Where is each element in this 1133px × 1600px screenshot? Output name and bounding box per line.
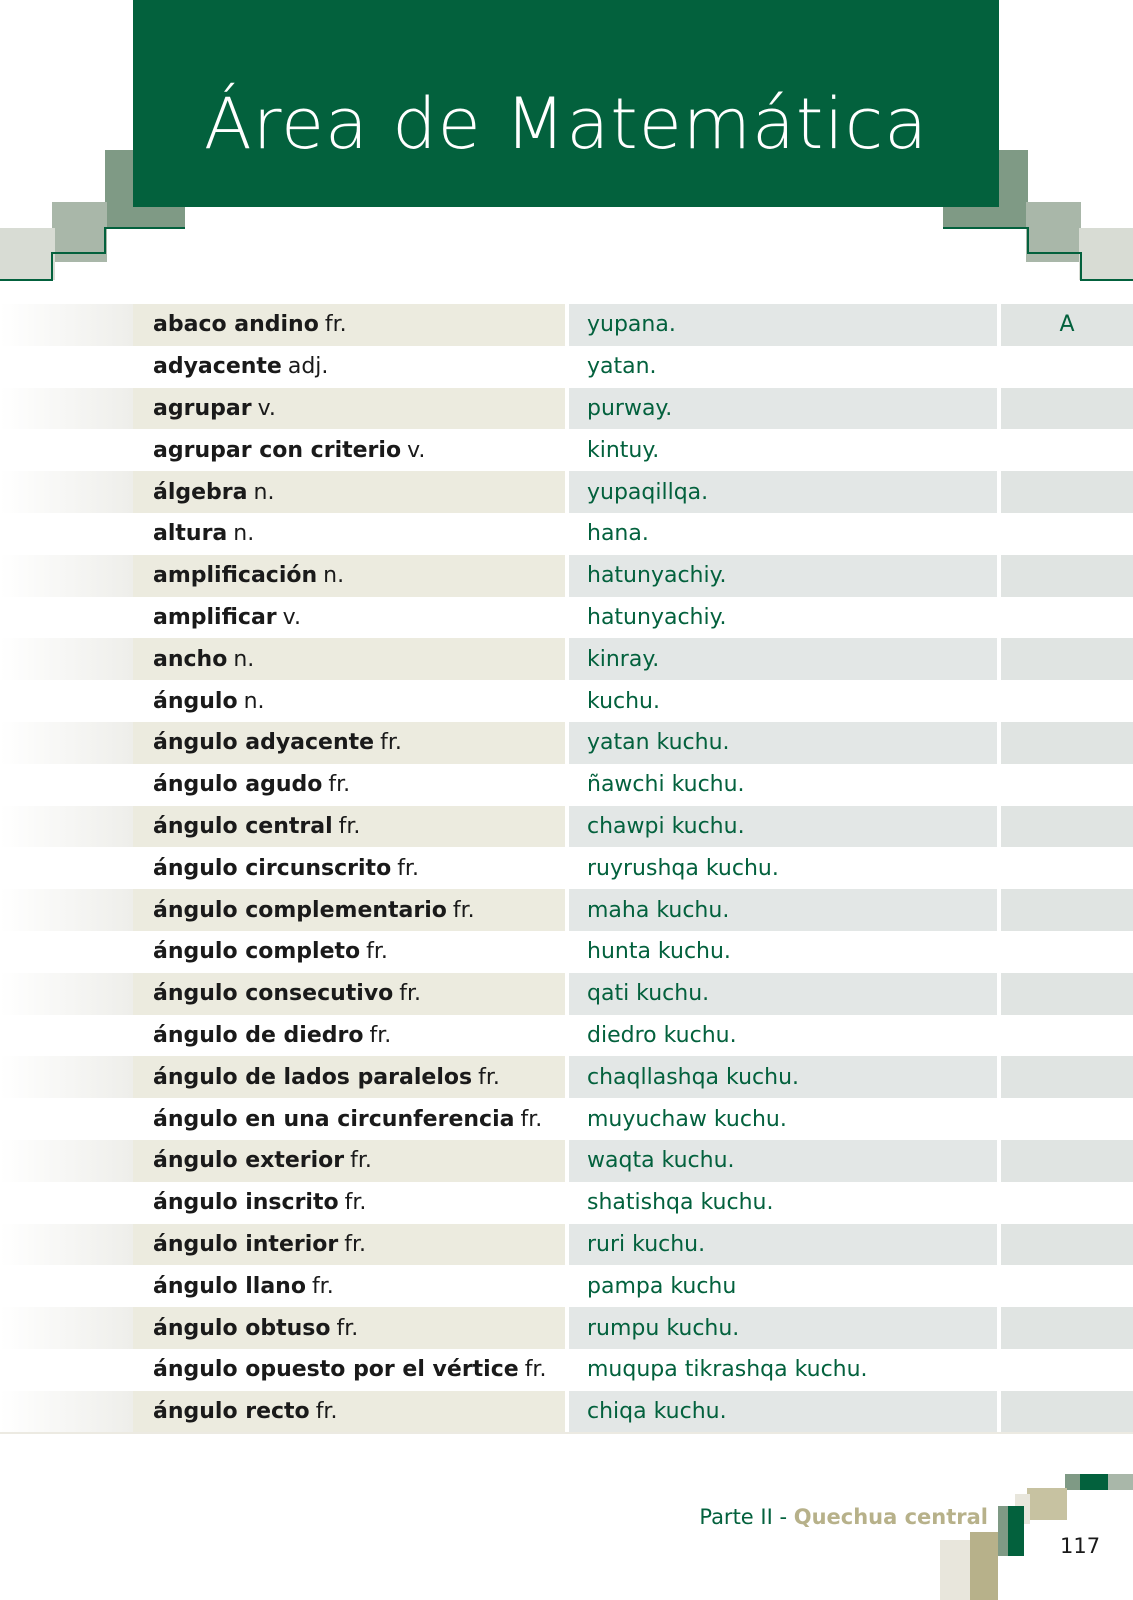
quechua-translation: hana.: [587, 521, 649, 547]
table-row: [0, 931, 1133, 973]
quechua-translation: chaqllashqa kuchu.: [569, 1056, 997, 1098]
grammatical-category: fr.: [369, 1022, 392, 1048]
table-row: [0, 1391, 1133, 1433]
table-row: [0, 1307, 1133, 1349]
letter-index-cell: [1001, 1224, 1133, 1266]
quechua-translation: ruri kuchu.: [569, 1224, 997, 1266]
spanish-term: ángulo completo: [153, 939, 361, 965]
quechua-translation: diedro kuchu.: [587, 1022, 737, 1048]
term-cell: [133, 847, 565, 889]
spanish-term: ángulo consecutivo: [153, 981, 394, 1007]
quechua-translation: kintuy.: [587, 437, 660, 463]
spanish-term: ángulo adyacente: [153, 730, 375, 756]
letter-index-cell: [1001, 513, 1133, 555]
table-row: [0, 889, 1133, 931]
term-cell: [133, 1015, 565, 1057]
quechua-translation: maha kuchu.: [569, 889, 997, 931]
row-margin: [0, 1098, 133, 1140]
table-row: [0, 847, 1133, 889]
quechua-translation: waqta kuchu.: [569, 1140, 997, 1182]
letter-index-cell: [1001, 1098, 1133, 1140]
letter-index-cell: [1001, 388, 1133, 430]
table-row: [0, 806, 1133, 848]
spanish-term: ángulo circunscrito: [153, 855, 392, 881]
quechua-translation: hunta kuchu.: [587, 939, 731, 965]
letter-index-cell: [1001, 1015, 1133, 1057]
table-row: [0, 429, 1133, 471]
grammatical-category: fr.: [344, 1190, 367, 1216]
header-banner: [133, 0, 999, 207]
footer-language-label: Quechua central: [793, 1505, 988, 1529]
table-row: [0, 555, 1133, 597]
row-margin: [0, 597, 133, 639]
grammatical-category: fr.: [520, 1106, 543, 1132]
grammatical-category: fr.: [338, 813, 361, 839]
term-cell: [133, 680, 565, 722]
grammatical-category: fr.: [344, 1231, 366, 1257]
table-row: [0, 638, 1133, 680]
quechua-translation: shatishqa kuchu.: [587, 1190, 774, 1216]
quechua-translation: pampa kuchu: [587, 1273, 737, 1299]
row-margin: [0, 1265, 133, 1307]
table-row: [0, 680, 1133, 722]
row-margin: [0, 1391, 133, 1433]
term-cell: [133, 471, 565, 513]
letter-index-cell: [1001, 973, 1133, 1015]
letter-index-cell: [1001, 889, 1133, 931]
grammatical-category: fr.: [399, 981, 422, 1007]
spanish-term: ángulo de lados paralelos: [153, 1064, 473, 1090]
grammatical-category: fr.: [311, 1273, 334, 1299]
table-row: [0, 304, 1133, 346]
row-margin: [0, 429, 133, 471]
row-margin: [0, 973, 133, 1015]
row-margin: [0, 1224, 133, 1266]
term-cell: [133, 429, 565, 471]
grammatical-category: n.: [243, 688, 265, 714]
letter-index-cell: [1001, 1265, 1133, 1307]
term-cell: [133, 555, 565, 597]
term-cell: [133, 931, 565, 973]
row-margin: [0, 638, 133, 680]
term-cell: [133, 764, 565, 806]
term-cell: [133, 304, 565, 346]
table-row: [0, 973, 1133, 1015]
term-cell: [133, 1391, 565, 1433]
term-cell: [133, 1182, 565, 1224]
grammatical-category: n.: [323, 563, 345, 589]
grammatical-category: v.: [407, 437, 426, 463]
grammatical-category: fr.: [350, 1148, 372, 1174]
spanish-term: ángulo agudo: [153, 772, 323, 798]
row-margin: [0, 555, 133, 597]
spanish-term: altura: [153, 521, 228, 547]
row-margin: [0, 1015, 133, 1057]
row-margin: [0, 388, 133, 430]
row-margin: [0, 847, 133, 889]
letter-index-cell: [1001, 764, 1133, 806]
page-title: Área de Matemática: [203, 82, 929, 165]
term-cell: [133, 889, 565, 931]
quechua-translation: qati kuchu.: [569, 973, 997, 1015]
letter-index-cell: [1001, 931, 1133, 973]
row-margin: [0, 471, 133, 513]
term-cell: [133, 1056, 565, 1098]
quechua-translation: muqupa tikrashqa kuchu.: [587, 1357, 868, 1383]
row-margin: [0, 304, 133, 346]
row-margin: [0, 889, 133, 931]
grammatical-category: v.: [282, 604, 301, 630]
grammatical-category: n.: [233, 521, 255, 547]
letter-index-cell: [1001, 680, 1133, 722]
grammatical-category: adj.: [287, 354, 329, 380]
spanish-term: agrupar con criterio: [153, 437, 402, 463]
quechua-translation: yupaqillqa.: [569, 471, 997, 513]
term-cell: [133, 973, 565, 1015]
spanish-term: abaco andino: [153, 312, 319, 338]
term-cell: [133, 1349, 565, 1391]
table-row: [0, 513, 1133, 555]
letter-index-cell: [1001, 555, 1133, 597]
letter-index-cell: [1001, 806, 1133, 848]
table-row: [0, 471, 1133, 513]
row-margin: [0, 1056, 133, 1098]
quechua-translation: yupana.: [569, 304, 997, 346]
grammatical-category: n.: [253, 479, 275, 505]
spanish-term: ángulo exterior: [153, 1148, 345, 1174]
letter-index-cell: [1001, 722, 1133, 764]
letter-index-cell: [1001, 1349, 1133, 1391]
grammatical-category: fr.: [478, 1064, 500, 1090]
table-row: [0, 1098, 1133, 1140]
grammatical-category: fr.: [452, 897, 475, 923]
spanish-term: ángulo central: [153, 813, 333, 839]
spanish-term: ángulo en una circunferencia: [153, 1106, 515, 1132]
spanish-term: agrupar: [153, 395, 252, 421]
spanish-term: ángulo: [153, 688, 238, 714]
table-bottom-divider: [0, 1432, 1133, 1434]
quechua-translation: hatunyachiy.: [587, 604, 727, 630]
quechua-translation: rumpu kuchu.: [569, 1307, 997, 1349]
letter-index-cell: [1001, 346, 1133, 388]
row-margin: [0, 680, 133, 722]
grammatical-category: fr.: [324, 312, 347, 338]
table-row: [0, 1349, 1133, 1391]
grammatical-category: n.: [233, 646, 255, 672]
letter-index-cell: [1001, 1182, 1133, 1224]
term-cell: [133, 388, 565, 430]
table-row: [0, 597, 1133, 639]
grammatical-category: fr.: [524, 1357, 547, 1383]
table-row: [0, 1265, 1133, 1307]
quechua-translation: hatunyachiy.: [569, 555, 997, 597]
table-row: [0, 1224, 1133, 1266]
spanish-term: ángulo opuesto por el vértice: [153, 1357, 519, 1383]
term-cell: [133, 806, 565, 848]
quechua-translation: ñawchi kuchu.: [587, 772, 745, 798]
term-cell: [133, 597, 565, 639]
grammatical-category: v.: [257, 395, 276, 421]
spanish-term: amplificar: [153, 604, 277, 630]
letter-index-cell: [1001, 1391, 1133, 1433]
letter-index-cell: [1001, 1307, 1133, 1349]
quechua-translation: ruyrushqa kuchu.: [587, 855, 779, 881]
quechua-translation: chawpi kuchu.: [569, 806, 997, 848]
term-cell: [133, 1265, 565, 1307]
row-margin: [0, 1349, 133, 1391]
row-margin: [0, 1140, 133, 1182]
quechua-translation: chiqa kuchu.: [569, 1391, 997, 1433]
page-number: 117: [1060, 1534, 1101, 1558]
row-margin: [0, 806, 133, 848]
table-row: [0, 1015, 1133, 1057]
footer-part-label: Parte II -: [699, 1505, 794, 1529]
term-cell: [133, 1307, 565, 1349]
grammatical-category: fr.: [328, 772, 351, 798]
term-cell: [133, 1140, 565, 1182]
letter-index-cell: [1001, 429, 1133, 471]
letter-index-cell: [1001, 471, 1133, 513]
table-row: [0, 722, 1133, 764]
quechua-translation: yatan.: [587, 354, 657, 380]
spanish-term: amplificación: [153, 563, 318, 589]
spanish-term: ángulo recto: [153, 1399, 310, 1425]
spanish-term: ángulo interior: [153, 1231, 339, 1257]
row-margin: [0, 1307, 133, 1349]
glossary-table: [0, 304, 1133, 1433]
row-margin: [0, 722, 133, 764]
row-margin: [0, 513, 133, 555]
grammatical-category: fr.: [366, 939, 388, 965]
letter-index-cell: [1001, 638, 1133, 680]
term-cell: [133, 513, 565, 555]
quechua-translation: yatan kuchu.: [569, 722, 997, 764]
term-cell: [133, 722, 565, 764]
table-row: [0, 1140, 1133, 1182]
table-row: [0, 1182, 1133, 1224]
spanish-term: ángulo llano: [153, 1273, 306, 1299]
spanish-term: álgebra: [153, 479, 248, 505]
footer-staircase-decoration: [940, 1470, 1133, 1600]
spanish-term: ángulo complementario: [153, 897, 447, 923]
term-cell: [133, 1224, 565, 1266]
grammatical-category: fr.: [336, 1315, 359, 1341]
letter-index-cell: [1001, 847, 1133, 889]
term-cell: [133, 638, 565, 680]
quechua-translation: kuchu.: [587, 688, 660, 714]
row-margin: [0, 764, 133, 806]
table-row: [0, 764, 1133, 806]
table-row: [0, 388, 1133, 430]
term-cell: [133, 346, 565, 388]
term-cell: [133, 1098, 565, 1140]
letter-index-cell: [1001, 597, 1133, 639]
spanish-term: ángulo de diedro: [153, 1022, 364, 1048]
quechua-translation: purway.: [569, 388, 997, 430]
table-row: [0, 346, 1133, 388]
letter-index-cell: [1001, 1140, 1133, 1182]
grammatical-category: fr.: [315, 1399, 338, 1425]
quechua-translation: muyuchaw kuchu.: [587, 1106, 787, 1132]
spanish-term: ángulo inscrito: [153, 1190, 339, 1216]
row-margin: [0, 346, 133, 388]
letter-index-cell: [1001, 1056, 1133, 1098]
table-row: [0, 1056, 1133, 1098]
spanish-term: adyacente: [153, 354, 282, 380]
spanish-term: ancho: [153, 646, 228, 672]
spanish-term: ángulo obtuso: [153, 1315, 331, 1341]
letter-index-a: A: [1001, 304, 1133, 346]
row-margin: [0, 931, 133, 973]
grammatical-category: fr.: [397, 855, 419, 881]
quechua-translation: kinray.: [569, 638, 997, 680]
row-margin: [0, 1182, 133, 1224]
grammatical-category: fr.: [380, 730, 402, 756]
